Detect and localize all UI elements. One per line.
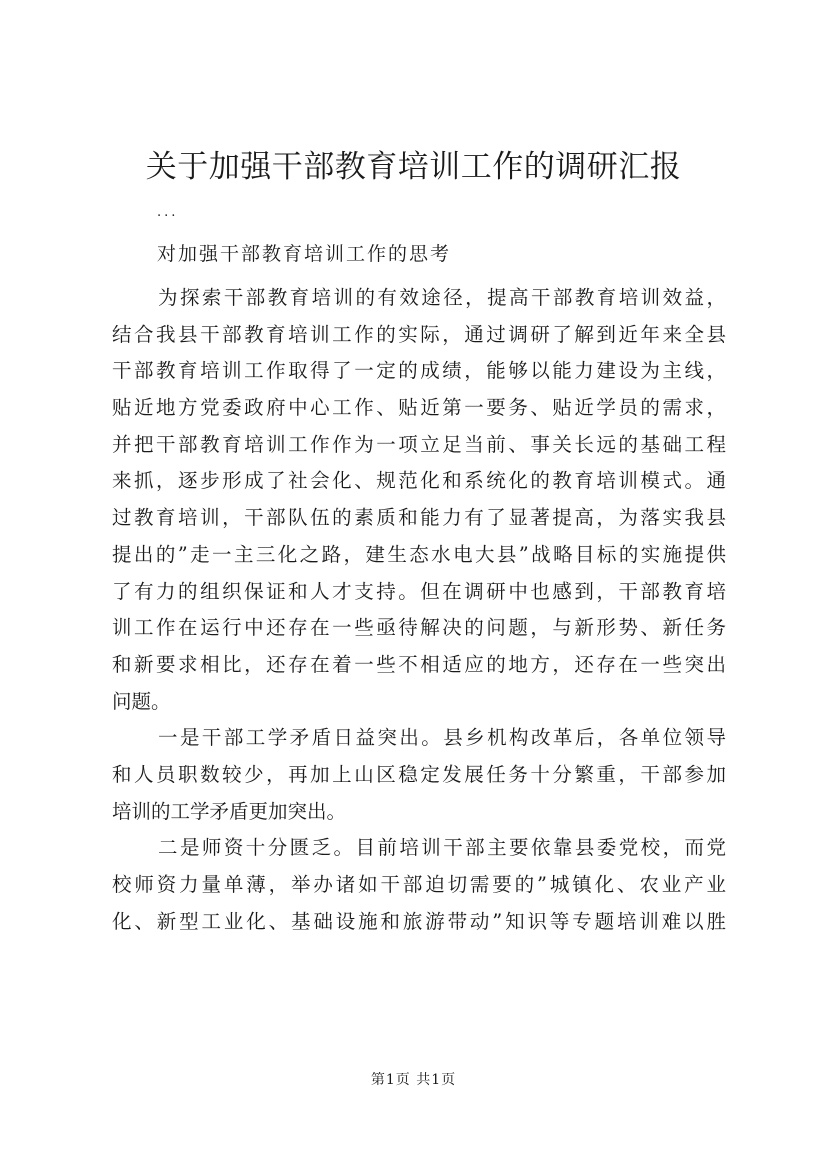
- text-line: 一是干部工学矛盾日益突出。县乡机构改革后，各单位领导: [158, 726, 726, 750]
- text-line: 贴近地方党委政府中心工作、贴近第一要务、贴近学员的需求，: [112, 396, 726, 420]
- text-line: 和人员职数较少，再加上山区稳定发展任务十分繁重，干部参加: [112, 762, 726, 786]
- text-line: 为探索干部教育培训的有效途径，提高干部教育培训效益，: [158, 286, 726, 309]
- text-line: 过教育培训，干部队伍的素质和能力有了显著提高，为落实我县: [112, 506, 726, 530]
- text-line: 干部教育培训工作取得了一定的成绩，能够以能力建设为主线，: [112, 359, 726, 383]
- text-line: 和新要求相比，还存在着一些不相适应的地方，还存在一些突出: [112, 652, 726, 676]
- ellipsis-marker: ...: [157, 205, 179, 220]
- page-number: 第1页 共1页: [370, 1072, 457, 1088]
- body-text: [112, 280, 726, 940]
- document-title: 关于加强干部教育培训工作的调研汇报: [145, 149, 682, 185]
- document-subtitle: 对加强干部教育培训工作的思考: [157, 243, 452, 265]
- text-line: 化、新型工业化、基础设施和旅游带动”知识等专题培训难以胜: [112, 909, 726, 933]
- text-line: 校师资力量单薄，举办诸如干部迫切需要的”城镇化、农业产业: [112, 873, 726, 896]
- text-line: 并把干部教育培训工作作为一项立足当前、事关长远的基础工程: [112, 432, 726, 456]
- text-line: 了有力的组织保证和人才支持。但在调研中也感到，干部教育培: [112, 579, 726, 603]
- text-line: 问题。: [112, 689, 171, 713]
- text-line: 训工作在运行中还存在一些亟待解决的问题，与新形势、新任务: [112, 616, 726, 640]
- text-line: 培训的工学矛盾更加突出。: [112, 799, 347, 823]
- text-line: 来抓，逐步形成了社会化、规范化和系统化的教育培训模式。通: [112, 469, 726, 493]
- text-line: 结合我县干部教育培训工作的实际，通过调研了解到近年来全县: [112, 322, 726, 346]
- text-line: 提出的”走一主三化之路，建生态水电大县”战略目标的实施提供: [112, 542, 726, 566]
- text-line: 二是师资十分匮乏。目前培训干部主要依靠县委党校，而党: [158, 836, 726, 860]
